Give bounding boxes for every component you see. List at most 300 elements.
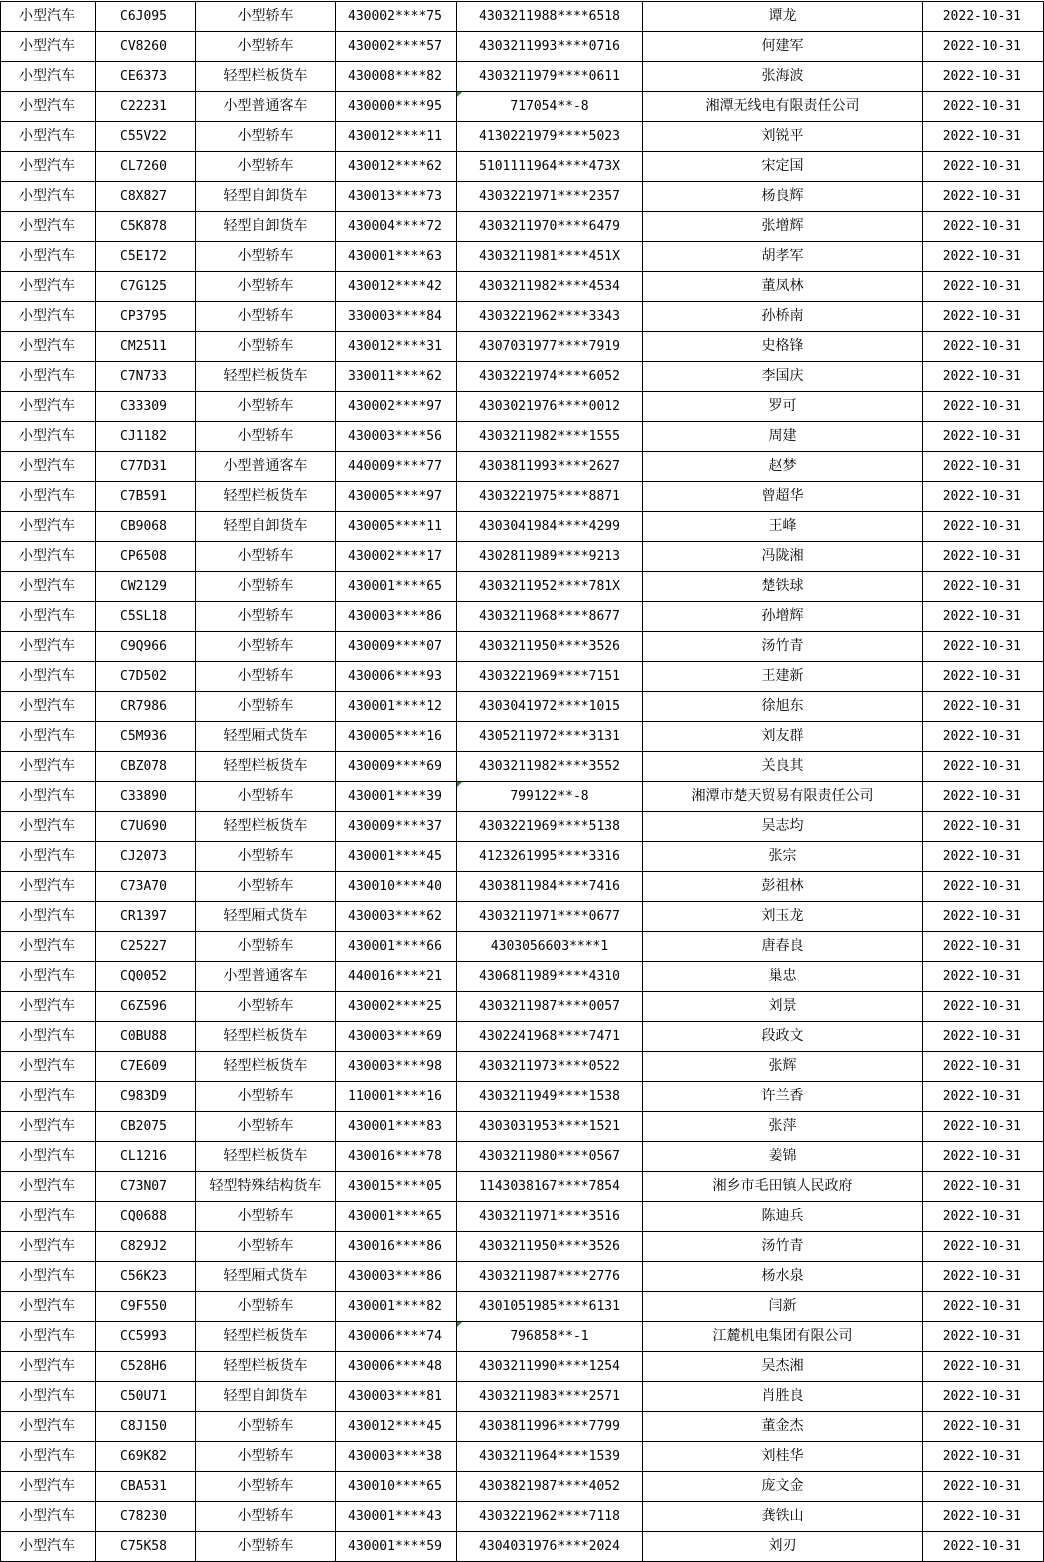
plate-number-cell: C55V22 [96,122,196,152]
vehicle-type-cell: 小型汽车 [1,452,96,482]
id-number-cell: 4303041972****1015 [457,692,643,722]
table-row [1,122,1044,152]
vehicle-class-cell: 轻型栏板货车 [196,812,336,842]
date-cell: 2022-10-31 [923,332,1044,362]
date-cell: 2022-10-31 [923,1202,1044,1232]
vehicle-class-cell: 轻型自卸货车 [196,182,336,212]
date-cell: 2022-10-31 [923,1052,1044,1082]
masked-code-cell: 430002****97 [336,392,457,422]
id-number-cell: 4303031953****1521 [457,1112,643,1142]
vehicle-type-cell: 小型汽车 [1,1412,96,1442]
plate-number-cell: CM2511 [96,332,196,362]
masked-code-cell: 430015****05 [336,1172,457,1202]
date-cell: 2022-10-31 [923,1022,1044,1052]
id-number-cell: 1143038167****7854 [457,1172,643,1202]
table-row [1,902,1044,932]
plate-number-cell: CQ0052 [96,962,196,992]
vehicle-class-cell: 轻型栏板货车 [196,62,336,92]
vehicle-class-cell: 小型轿车 [196,332,336,362]
vehicle-type-cell: 小型汽车 [1,932,96,962]
vehicle-type-cell: 小型汽车 [1,1022,96,1052]
vehicle-type-cell: 小型汽车 [1,32,96,62]
id-number-cell: 4303021976****0012 [457,392,643,422]
vehicle-type-cell: 小型汽车 [1,1142,96,1172]
plate-number-cell: CB2075 [96,1112,196,1142]
owner-name-cell: 汤竹青 [643,632,923,662]
table-row [1,182,1044,212]
masked-code-cell: 330003****84 [336,302,457,332]
vehicle-class-cell: 小型轿车 [196,602,336,632]
owner-name-cell: 汤竹青 [643,1232,923,1262]
table-row [1,152,1044,182]
table-row [1,1322,1044,1352]
owner-name-cell: 江麓机电集团有限公司 [643,1322,923,1352]
vehicle-class-cell: 轻型厢式货车 [196,1262,336,1292]
plate-number-cell: C7U690 [96,812,196,842]
id-number-cell: 4303211982****1555 [457,422,643,452]
plate-number-cell: CP3795 [96,302,196,332]
masked-code-cell: 430004****72 [336,212,457,242]
vehicle-type-cell: 小型汽车 [1,152,96,182]
owner-name-cell: 赵梦 [643,452,923,482]
id-number-cell: 4123261995****3316 [457,842,643,872]
date-cell: 2022-10-31 [923,452,1044,482]
vehicle-type-cell: 小型汽车 [1,512,96,542]
table-row [1,1442,1044,1472]
vehicle-class-cell: 小型轿车 [196,422,336,452]
vehicle-class-cell: 轻型自卸货车 [196,512,336,542]
masked-code-cell: 430009****37 [336,812,457,842]
table-row [1,482,1044,512]
table-row [1,992,1044,1022]
owner-name-cell: 张宗 [643,842,923,872]
date-cell: 2022-10-31 [923,2,1044,32]
id-number-cell: 4303221974****6052 [457,362,643,392]
table-row [1,242,1044,272]
masked-code-cell: 430003****62 [336,902,457,932]
vehicle-class-cell: 轻型厢式货车 [196,902,336,932]
owner-name-cell: 王建新 [643,662,923,692]
id-number-cell: 4303211982****3552 [457,752,643,782]
plate-number-cell: C69K82 [96,1442,196,1472]
table-row [1,572,1044,602]
date-cell: 2022-10-31 [923,872,1044,902]
vehicle-type-cell: 小型汽车 [1,272,96,302]
table-row [1,2,1044,32]
table-row [1,32,1044,62]
plate-number-cell: C5M936 [96,722,196,752]
owner-name-cell: 刘景 [643,992,923,1022]
vehicle-class-cell: 轻型栏板货车 [196,362,336,392]
masked-code-cell: 430010****40 [336,872,457,902]
owner-name-cell: 谭龙 [643,2,923,32]
id-number-cell: 4303221962****7118 [457,1502,643,1532]
owner-name-cell: 陈迪兵 [643,1202,923,1232]
vehicle-class-cell: 小型轿车 [196,1292,336,1322]
masked-code-cell: 440016****21 [336,962,457,992]
date-cell: 2022-10-31 [923,992,1044,1022]
date-cell: 2022-10-31 [923,1142,1044,1172]
plate-number-cell: CV8260 [96,32,196,62]
records-table-body [1,2,1044,1562]
vehicle-type-cell: 小型汽车 [1,902,96,932]
vehicle-class-cell: 小型轿车 [196,932,336,962]
vehicle-type-cell: 小型汽车 [1,302,96,332]
masked-code-cell: 430010****65 [336,1472,457,1502]
vehicle-class-cell: 小型轿车 [196,2,336,32]
date-cell: 2022-10-31 [923,752,1044,782]
plate-number-cell: CB9068 [96,512,196,542]
id-number-cell: 4303211987****0057 [457,992,643,1022]
plate-number-cell: C22231 [96,92,196,122]
table-row [1,722,1044,752]
date-cell: 2022-10-31 [923,722,1044,752]
table-row [1,1412,1044,1442]
table-row [1,1082,1044,1112]
masked-code-cell: 430012****45 [336,1412,457,1442]
vehicle-class-cell: 小型轿车 [196,32,336,62]
vehicle-type-cell: 小型汽车 [1,662,96,692]
masked-code-cell: 330011****62 [336,362,457,392]
id-number-cell: 4303041984****4299 [457,512,643,542]
vehicle-type-cell: 小型汽车 [1,122,96,152]
date-cell: 2022-10-31 [923,572,1044,602]
plate-number-cell: C7E609 [96,1052,196,1082]
plate-number-cell: C5SL18 [96,602,196,632]
plate-number-cell: C56K23 [96,1262,196,1292]
owner-name-cell: 冯陇湘 [643,542,923,572]
table-row [1,752,1044,782]
table-row [1,362,1044,392]
id-number-cell: 4306811989****4310 [457,962,643,992]
owner-name-cell: 吴志均 [643,812,923,842]
vehicle-type-cell: 小型汽车 [1,1262,96,1292]
id-number-cell: 4303056603****1 [457,932,643,962]
date-cell: 2022-10-31 [923,962,1044,992]
masked-code-cell: 430003****86 [336,1262,457,1292]
id-number-cell: 4303211988****6518 [457,2,643,32]
vehicle-type-cell: 小型汽车 [1,1232,96,1262]
vehicle-type-cell: 小型汽车 [1,992,96,1022]
date-cell: 2022-10-31 [923,1232,1044,1262]
date-cell: 2022-10-31 [923,1382,1044,1412]
id-number-cell: 4303221969****7151 [457,662,643,692]
table-row [1,272,1044,302]
owner-name-cell: 肖胜良 [643,1382,923,1412]
id-number-cell: 4303821987****4052 [457,1472,643,1502]
date-cell: 2022-10-31 [923,542,1044,572]
owner-name-cell: 巢忠 [643,962,923,992]
date-cell: 2022-10-31 [923,182,1044,212]
id-number-cell: 4303811984****7416 [457,872,643,902]
vehicle-type-cell: 小型汽车 [1,962,96,992]
vehicle-type-cell: 小型汽车 [1,1292,96,1322]
owner-name-cell: 姜锦 [643,1142,923,1172]
masked-code-cell: 430001****65 [336,572,457,602]
date-cell: 2022-10-31 [923,512,1044,542]
plate-number-cell: CR7986 [96,692,196,722]
vehicle-class-cell: 轻型厢式货车 [196,722,336,752]
vehicle-class-cell: 小型轿车 [196,1412,336,1442]
table-row [1,1502,1044,1532]
masked-code-cell: 430002****17 [336,542,457,572]
id-number-cell: 4303211987****2776 [457,1262,643,1292]
vehicle-class-cell: 小型轿车 [196,992,336,1022]
owner-name-cell: 何建军 [643,32,923,62]
owner-name-cell: 楚铁球 [643,572,923,602]
table-row [1,542,1044,572]
plate-number-cell: C50U71 [96,1382,196,1412]
masked-code-cell: 430009****07 [336,632,457,662]
table-row [1,1202,1044,1232]
date-cell: 2022-10-31 [923,1412,1044,1442]
table-row [1,1232,1044,1262]
id-number-cell: 4303221962****3343 [457,302,643,332]
vehicle-class-cell: 小型轿车 [196,1082,336,1112]
owner-name-cell: 闫新 [643,1292,923,1322]
vehicle-type-cell: 小型汽车 [1,1472,96,1502]
owner-name-cell: 庞文金 [643,1472,923,1502]
date-cell: 2022-10-31 [923,152,1044,182]
table-row [1,932,1044,962]
date-cell: 2022-10-31 [923,632,1044,662]
vehicle-type-cell: 小型汽车 [1,872,96,902]
owner-name-cell: 许兰香 [643,1082,923,1112]
plate-number-cell: C6J095 [96,2,196,32]
vehicle-type-cell: 小型汽车 [1,722,96,752]
plate-number-cell: C7D502 [96,662,196,692]
date-cell: 2022-10-31 [923,1352,1044,1382]
date-cell: 2022-10-31 [923,1172,1044,1202]
vehicle-type-cell: 小型汽车 [1,1052,96,1082]
owner-name-cell: 刘刃 [643,1532,923,1562]
date-cell: 2022-10-31 [923,1082,1044,1112]
masked-code-cell: 430002****57 [336,32,457,62]
id-number-cell: 4303221971****2357 [457,182,643,212]
plate-number-cell: C7B591 [96,482,196,512]
id-number-cell: 4304031976****2024 [457,1532,643,1562]
owner-name-cell: 龚铁山 [643,1502,923,1532]
vehicle-class-cell: 小型轿车 [196,872,336,902]
vehicle-class-cell: 轻型栏板货车 [196,1322,336,1352]
id-number-cell: 4303211981****451X [457,242,643,272]
table-row [1,1022,1044,1052]
plate-number-cell: C983D9 [96,1082,196,1112]
vehicle-type-cell: 小型汽车 [1,482,96,512]
masked-code-cell: 430001****59 [336,1532,457,1562]
vehicle-type-cell: 小型汽车 [1,1112,96,1142]
owner-name-cell: 李国庆 [643,362,923,392]
owner-name-cell: 宋定国 [643,152,923,182]
date-cell: 2022-10-31 [923,1442,1044,1472]
masked-code-cell: 110001****16 [336,1082,457,1112]
id-number-cell: 4303211964****1539 [457,1442,643,1472]
vehicle-type-cell: 小型汽车 [1,92,96,122]
vehicle-class-cell: 小型轿车 [196,1472,336,1502]
date-cell: 2022-10-31 [923,602,1044,632]
owner-name-cell: 胡孝军 [643,242,923,272]
id-number-cell: 796858**-1 [457,1322,643,1352]
masked-code-cell: 430001****66 [336,932,457,962]
vehicle-type-cell: 小型汽车 [1,1502,96,1532]
plate-number-cell: C9Q966 [96,632,196,662]
date-cell: 2022-10-31 [923,392,1044,422]
owner-name-cell: 史格锋 [643,332,923,362]
table-row [1,62,1044,92]
id-number-cell: 4303211979****0611 [457,62,643,92]
masked-code-cell: 430001****83 [336,1112,457,1142]
plate-number-cell: CL1216 [96,1142,196,1172]
masked-code-cell: 430012****62 [336,152,457,182]
vehicle-type-cell: 小型汽车 [1,182,96,212]
date-cell: 2022-10-31 [923,212,1044,242]
plate-number-cell: CBZ078 [96,752,196,782]
plate-number-cell: C33890 [96,782,196,812]
table-row [1,1532,1044,1562]
vehicle-class-cell: 小型普通客车 [196,452,336,482]
masked-code-cell: 430001****65 [336,1202,457,1232]
masked-code-cell: 430006****74 [336,1322,457,1352]
vehicle-class-cell: 小型轿车 [196,662,336,692]
table-row [1,1112,1044,1142]
vehicle-type-cell: 小型汽车 [1,572,96,602]
table-row [1,422,1044,452]
records-table [0,1,1044,1562]
owner-name-cell: 关良其 [643,752,923,782]
plate-number-cell: CE6373 [96,62,196,92]
vehicle-class-cell: 轻型栏板货车 [196,482,336,512]
owner-name-cell: 杨良辉 [643,182,923,212]
vehicle-class-cell: 小型轿车 [196,1232,336,1262]
table-row [1,1352,1044,1382]
owner-name-cell: 徐旭东 [643,692,923,722]
table-row [1,782,1044,812]
vehicle-type-cell: 小型汽车 [1,602,96,632]
masked-code-cell: 430003****98 [336,1052,457,1082]
vehicle-class-cell: 小型轿车 [196,782,336,812]
table-row [1,812,1044,842]
masked-code-cell: 430016****86 [336,1232,457,1262]
vehicle-class-cell: 小型轿车 [196,302,336,332]
owner-name-cell: 张萍 [643,1112,923,1142]
vehicle-class-cell: 小型轿车 [196,632,336,662]
vehicle-class-cell: 轻型栏板货车 [196,1352,336,1382]
vehicle-type-cell: 小型汽车 [1,692,96,722]
table-row [1,512,1044,542]
id-number-cell: 4303211983****2571 [457,1382,643,1412]
vehicle-type-cell: 小型汽车 [1,1442,96,1472]
vehicle-type-cell: 小型汽车 [1,752,96,782]
masked-code-cell: 430001****82 [336,1292,457,1322]
plate-number-cell: C5K878 [96,212,196,242]
vehicle-class-cell: 轻型特殊结构货车 [196,1172,336,1202]
plate-number-cell: C77D31 [96,452,196,482]
vehicle-type-cell: 小型汽车 [1,1172,96,1202]
owner-name-cell: 彭祖林 [643,872,923,902]
table-row [1,1052,1044,1082]
owner-name-cell: 孙增辉 [643,602,923,632]
id-number-cell: 4303221975****8871 [457,482,643,512]
masked-code-cell: 430003****38 [336,1442,457,1472]
vehicle-type-cell: 小型汽车 [1,812,96,842]
plate-number-cell: C9F550 [96,1292,196,1322]
owner-name-cell: 罗可 [643,392,923,422]
masked-code-cell: 430005****11 [336,512,457,542]
vehicle-type-cell: 小型汽车 [1,1532,96,1562]
vehicle-class-cell: 小型轿车 [196,1442,336,1472]
plate-number-cell: C829J2 [96,1232,196,1262]
date-cell: 2022-10-31 [923,902,1044,932]
vehicle-type-cell: 小型汽车 [1,242,96,272]
plate-number-cell: C6Z596 [96,992,196,1022]
id-number-cell: 4303211950****3526 [457,1232,643,1262]
masked-code-cell: 430009****69 [336,752,457,782]
vehicle-class-cell: 轻型栏板货车 [196,1142,336,1172]
vehicle-class-cell: 小型轿车 [196,272,336,302]
owner-name-cell: 湘乡市毛田镇人民政府 [643,1172,923,1202]
table-row [1,1472,1044,1502]
vehicle-type-cell: 小型汽车 [1,1202,96,1232]
id-number-cell: 4307031977****7919 [457,332,643,362]
id-number-cell: 4303211980****0567 [457,1142,643,1172]
owner-name-cell: 周建 [643,422,923,452]
plate-number-cell: CP6508 [96,542,196,572]
table-row [1,602,1044,632]
plate-number-cell: CBA531 [96,1472,196,1502]
date-cell: 2022-10-31 [923,662,1044,692]
owner-name-cell: 湘潭市楚天贸易有限责任公司 [643,782,923,812]
date-cell: 2022-10-31 [923,1322,1044,1352]
vehicle-class-cell: 轻型自卸货车 [196,212,336,242]
plate-number-cell: C5E172 [96,242,196,272]
masked-code-cell: 430013****73 [336,182,457,212]
masked-code-cell: 430002****75 [336,2,457,32]
plate-number-cell: C7N733 [96,362,196,392]
vehicle-class-cell: 小型轿车 [196,692,336,722]
id-number-cell: 4303811996****7799 [457,1412,643,1442]
id-number-cell: 717054**-8 [457,92,643,122]
owner-name-cell: 孙桥南 [643,302,923,332]
owner-name-cell: 曾超华 [643,482,923,512]
date-cell: 2022-10-31 [923,1472,1044,1502]
masked-code-cell: 430000****95 [336,92,457,122]
masked-code-cell: 430003****69 [336,1022,457,1052]
id-number-cell: 4303211990****1254 [457,1352,643,1382]
masked-code-cell: 430012****11 [336,122,457,152]
date-cell: 2022-10-31 [923,302,1044,332]
plate-number-cell: CC5993 [96,1322,196,1352]
owner-name-cell: 王峰 [643,512,923,542]
table-row [1,1292,1044,1322]
id-number-cell: 4305211972****3131 [457,722,643,752]
vehicle-type-cell: 小型汽车 [1,542,96,572]
plate-number-cell: CJ2073 [96,842,196,872]
date-cell: 2022-10-31 [923,242,1044,272]
date-cell: 2022-10-31 [923,32,1044,62]
id-number-cell: 4303211968****8677 [457,602,643,632]
vehicle-class-cell: 小型轿车 [196,842,336,872]
id-number-cell: 4303211971****3516 [457,1202,643,1232]
masked-code-cell: 430008****82 [336,62,457,92]
date-cell: 2022-10-31 [923,812,1044,842]
id-number-cell: 4303211970****6479 [457,212,643,242]
masked-code-cell: 430005****97 [336,482,457,512]
plate-number-cell: CJ1182 [96,422,196,452]
vehicle-type-cell: 小型汽车 [1,2,96,32]
table-row [1,1262,1044,1292]
masked-code-cell: 430003****56 [336,422,457,452]
plate-number-cell: C33309 [96,392,196,422]
